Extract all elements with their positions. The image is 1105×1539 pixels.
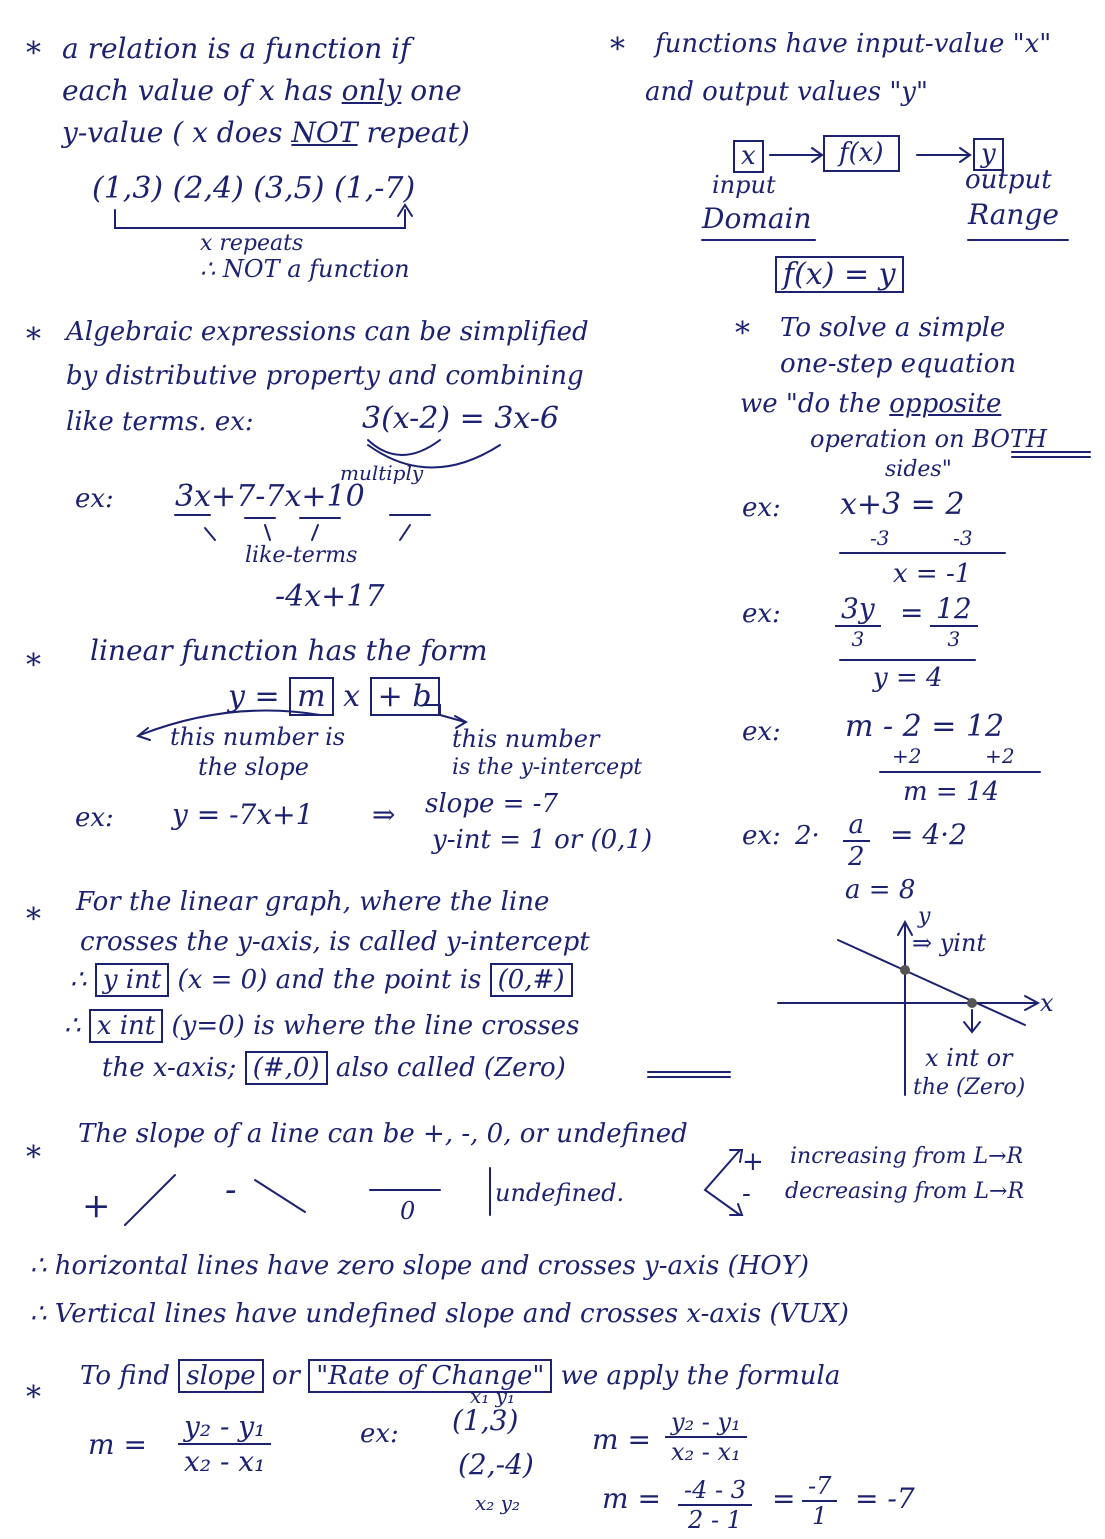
vertical-lines-rule: ∴ Vertical lines have undefined slope and crosses x-axis (VUX) — [30, 1299, 849, 1329]
slope-note-2: the slope — [198, 753, 309, 781]
s3-line3: like terms. ex: — [66, 407, 254, 437]
graph-yint-label: ⇒ yint — [912, 929, 987, 957]
s4-ex1-eq: x+3 = 2 — [840, 487, 965, 522]
s4-ex1-label: ex: — [742, 493, 781, 523]
positive-slope-sign: + — [82, 1186, 111, 1226]
s5-slope: slope = -7 — [425, 789, 558, 819]
s3-line2: by distributive property and combining — [66, 361, 584, 391]
yint-note-1: this number — [452, 725, 600, 753]
bullet-star: * — [26, 902, 41, 937]
s9-m3: m = — [602, 1482, 661, 1515]
s2-line1: functions have input-value "x" — [655, 29, 1052, 59]
s5-ex-label: ex: — [75, 803, 114, 833]
slope-formula: $\frac{\text{y₂ - y₁}}{\text{x₂ - x₁}}$ — [178, 1410, 271, 1478]
s4-line1: To solve a simple — [780, 313, 1006, 343]
bullet-star: * — [610, 32, 625, 67]
s4-ex4-mult: 2· — [795, 821, 820, 851]
negative-slope-sign: - — [225, 1170, 237, 1210]
input-label: input — [712, 171, 776, 199]
point-2: (2,-4) — [458, 1448, 534, 1481]
linear-form: y = m x + b — [228, 680, 440, 713]
graph-y-label: y — [918, 904, 931, 929]
s3-ex-label: ex: — [75, 484, 114, 514]
domain-label: Domain — [702, 202, 812, 235]
s4-ex4-label: ex: — [742, 821, 781, 851]
undefined-slope-label: undefined. — [495, 1179, 625, 1207]
s5-arrow: ⇒ — [372, 798, 396, 831]
s6-line5: the x-axis; (#,0) also called (Zero) — [102, 1053, 566, 1083]
point-1: (1,3) — [452, 1404, 519, 1437]
graph-xint-label-2: the (Zero) — [913, 1075, 1026, 1100]
s4-ex3-label: ex: — [742, 717, 781, 747]
s6-line1: For the linear graph, where the line — [76, 887, 550, 917]
multiply-note: multiply — [340, 461, 424, 485]
s4-ex3-result: m = 14 — [903, 777, 1000, 807]
s4-ex1-step: -3 -3 — [870, 526, 973, 550]
graph-xint-label-1: x int or — [925, 1044, 1013, 1072]
slope-formula-2: $\frac{\text{y₂ - y₁}}{\text{x₂ - x₁}}$ — [665, 1408, 747, 1466]
s4-ex4-result: a = 8 — [845, 875, 916, 905]
slope-m-box: m — [289, 677, 333, 716]
s4-ex2-result: y = 4 — [873, 663, 943, 693]
s5-ex-eq: y = -7x+1 — [172, 798, 314, 831]
s4-line3: we "do the opposite — [740, 389, 1002, 419]
function-box: f(x) — [823, 135, 900, 172]
bullet-star: * — [26, 1380, 41, 1415]
output-box: y — [973, 138, 1004, 171]
s9-x2y2-label: x₂ y₂ — [475, 1491, 520, 1515]
function-equation-box: f(x) = y — [775, 256, 904, 293]
bullet-star: * — [26, 322, 41, 357]
s4-ex4-frac: $\frac{a}{2}$ — [842, 810, 871, 872]
s9-m2: m = — [592, 1423, 651, 1456]
output-label: output — [965, 165, 1052, 195]
bullet-star: * — [26, 1140, 41, 1175]
bullet-star: * — [735, 316, 750, 351]
zero-slope-label: 0 — [400, 1197, 416, 1225]
s9-equals: = — [772, 1482, 796, 1515]
like-terms-label: like-terms — [245, 543, 358, 568]
slope-fraction: $\frac{-7}{1}$ — [802, 1472, 837, 1530]
s6-line2: crosses the y-axis, is called y-intercept — [80, 927, 590, 957]
s4-ex2-rhs: 12 3 — [930, 592, 978, 651]
s4-ex2-equals: = — [900, 596, 924, 629]
s1-note2: ∴ NOT a function — [200, 255, 410, 283]
horizontal-lines-rule: ∴ horizontal lines have zero slope and crosses y-axis (HOY) — [30, 1251, 810, 1281]
slope-formula-m: m = — [88, 1428, 147, 1461]
s1-line3: y-value ( x does NOT repeat) — [62, 116, 470, 149]
like-terms-result: -4x+17 — [275, 579, 385, 614]
bullet-star: * — [26, 648, 41, 683]
bullet-star: * — [26, 36, 41, 71]
s1-pairs: (1,3) (2,4) (3,5) (1,-7) — [92, 171, 416, 206]
s5-line1: linear function has the form — [90, 634, 488, 667]
s9-line1: To find slope or "Rate of Change" we apply the formula — [80, 1361, 841, 1391]
s6-line4: ∴ x int (y=0) is where the line crosses — [64, 1011, 580, 1041]
like-terms-expression: 3x+7-7x+10 — [175, 479, 365, 514]
s4-line4: operation on BOTH — [810, 425, 1047, 453]
yint-note-2: is the y-intercept — [452, 755, 643, 780]
s1-line2: each value of x has only one — [62, 74, 462, 107]
decreasing-note: decreasing from L→R — [785, 1179, 1025, 1204]
s5-yint: y-int = 1 or (0,1) — [432, 825, 653, 855]
s4-line2: one-step equation — [780, 349, 1017, 379]
s9-x1y1-label: x₁ y₁ — [470, 1384, 515, 1408]
graph-x-label: x — [1040, 989, 1054, 1017]
s4-line5: sides" — [885, 457, 952, 482]
s2-line2: and output values "y" — [645, 77, 928, 107]
s4-ex2-lhs: 3y 3 — [835, 592, 881, 651]
s4-ex3-step: +2 +2 — [892, 744, 1015, 768]
s4-ex1-result: x = -1 — [893, 559, 972, 589]
s6-line3: ∴ y int (x = 0) and the point is (0,#) — [70, 966, 573, 995]
decrease-sign: - — [742, 1179, 751, 1209]
slope-result: = -7 — [855, 1482, 915, 1515]
s7-line1: The slope of a line can be +, -, 0, or undefined — [78, 1119, 688, 1149]
increase-sign: + — [742, 1147, 764, 1177]
slope-substitution: $\frac{-4 - 3}{2 - 1}$ — [678, 1476, 752, 1534]
s4-ex2-label: ex: — [742, 599, 781, 629]
range-label: Range — [968, 198, 1059, 231]
intercept-b-box: + b — [370, 677, 440, 716]
distributive-example: 3(x-2) = 3x-6 — [362, 401, 560, 436]
slope-note-1: this number is — [170, 723, 346, 751]
s3-line1: Algebraic expressions can be simplified — [66, 317, 589, 347]
s4-ex3-eq: m - 2 = 12 — [845, 709, 1005, 744]
s1-note1: x repeats — [200, 231, 304, 256]
s4-ex4-rhs: = 4·2 — [890, 818, 967, 851]
increasing-note: increasing from L→R — [790, 1144, 1024, 1169]
s9-ex-label: ex: — [360, 1419, 399, 1449]
s1-line1: a relation is a function if — [62, 32, 411, 65]
input-box: x — [733, 140, 764, 173]
